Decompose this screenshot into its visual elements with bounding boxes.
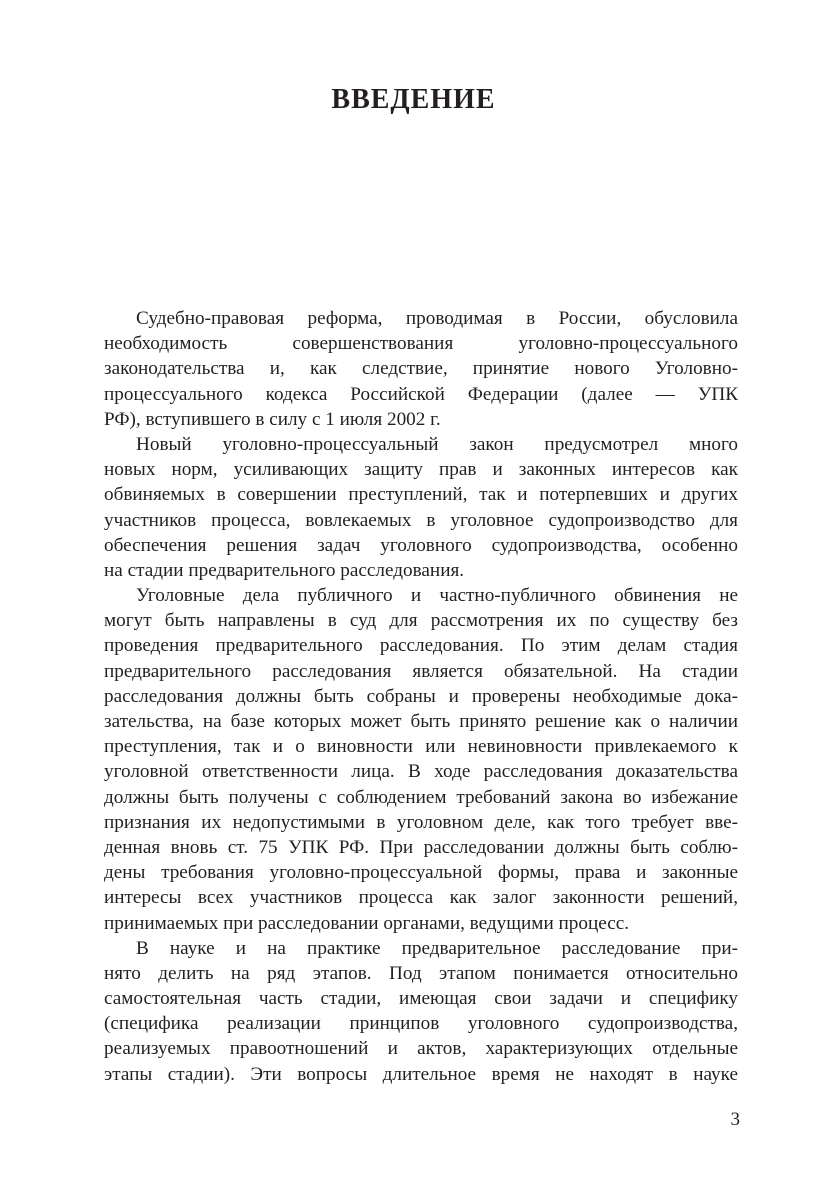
text-line: процессуального кодекса Российской Федерации (далее — УПК bbox=[104, 383, 738, 405]
text-line: законодательства и, как следствие, принятие нового Уголовно- bbox=[104, 358, 738, 380]
text-line: Судебно-правовая реформа, проводимая в России, обусловила bbox=[136, 308, 738, 329]
text-line: Уголовные дела публичного и частно-публичного обвинения не bbox=[136, 585, 738, 607]
text-line: принимаемых при расследовании органами, ведущими процесс. bbox=[104, 912, 630, 934]
text-line: дены требования уголовно-процессуальной формы, права и законные bbox=[104, 862, 738, 884]
text-line: зательства, на базе которых может быть принято решение как о наличии bbox=[104, 711, 738, 732]
text-line: (специфика реализации принципов уголовного судопроизводства, bbox=[104, 1013, 738, 1035]
text-line: признания их недопустимыми в уголовном деле, как того требует вве- bbox=[104, 811, 738, 833]
text-line: интересы всех участников процесса как залог законности решений, bbox=[104, 887, 738, 909]
text-line: должны быть получены с соблюдением требований закона во избежание bbox=[104, 786, 738, 808]
text-line: необходимость совершенствования уголовно-процессуального bbox=[104, 333, 738, 355]
text-line: новых норм, усиливающих защиту прав и законных интересов как bbox=[104, 459, 738, 481]
paragraph-2 bbox=[104, 432, 738, 583]
text-line: предварительного расследования является обязательной. На стадии bbox=[104, 660, 738, 682]
body-text bbox=[104, 306, 738, 1087]
text-line: этапы стадии). Эти вопросы длительное время не находят в науке bbox=[104, 1063, 738, 1085]
text-line: самостоятельная часть стадии, имеющая свои задачи и специфику bbox=[104, 988, 738, 1010]
paragraph-1 bbox=[104, 306, 738, 432]
paragraph-3 bbox=[104, 583, 738, 936]
text-line: расследования должны быть собраны и проверены необходимые дока- bbox=[104, 685, 738, 707]
text-line: преступления, так и о виновности или невиновности привлекаемого к bbox=[104, 736, 738, 758]
text-line: могут быть направлены в суд для рассмотрения их по существу без bbox=[104, 610, 738, 632]
text-line: денная вновь ст. 75 УПК РФ. При расследовании должны быть соблю- bbox=[104, 836, 738, 858]
text-line: В науке и на практике предварительное расследование при- bbox=[136, 937, 738, 959]
page-number: 3 bbox=[730, 1109, 740, 1130]
text-line: реализуемых правоотношений и актов, характеризующих отдельные bbox=[104, 1038, 738, 1060]
text-line: проведения предварительного расследования. По этим делам стадия bbox=[104, 635, 738, 657]
text-line: Новый уголовно-процессуальный закон предусмотрел много bbox=[136, 433, 738, 455]
text-line: на стадии предварительного расследования. bbox=[104, 559, 465, 581]
text-line: уголовной ответственности лица. В ходе расследования доказательства bbox=[104, 761, 738, 783]
text-line: РФ), вступившего в силу с 1 июля 2002 г. bbox=[104, 408, 441, 430]
text-line: обвиняемых в совершении преступлений, так и потерпевших и других bbox=[104, 484, 738, 506]
text-line: участников процесса, вовлекаемых в уголовное судопроизводство для bbox=[104, 509, 738, 531]
text-line: обеспечения решения задач уголовного судопроизводства, особенно bbox=[104, 534, 738, 556]
paragraph-4 bbox=[104, 936, 738, 1087]
text-line: нято делить на ряд этапов. Под этапом понимается относительно bbox=[104, 962, 738, 984]
page-title: ВВЕДЕНИЕ bbox=[331, 84, 496, 115]
